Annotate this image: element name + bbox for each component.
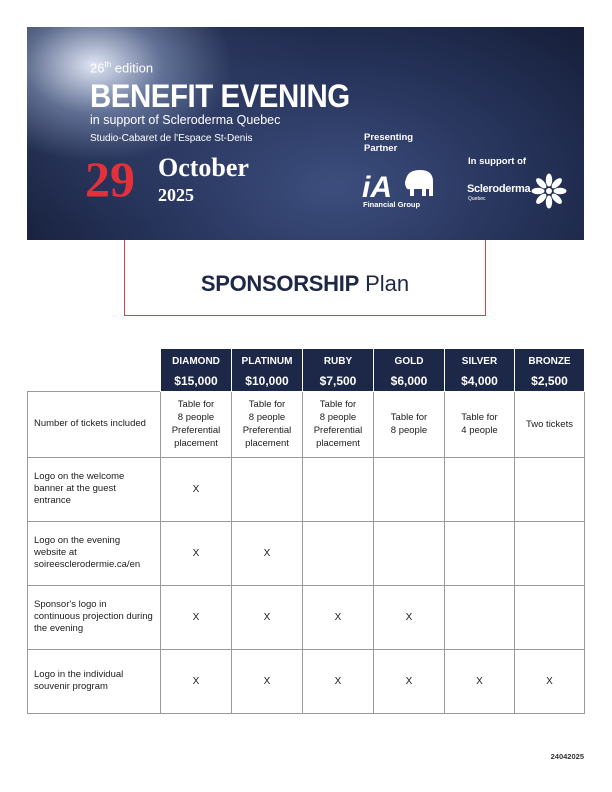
benefit-mark: X [232, 649, 303, 713]
benefit-mark: X [445, 649, 515, 713]
benefit-label: Sponsor's logo in continuous projection during the evening [28, 585, 161, 649]
benefit-mark: X [161, 585, 232, 649]
benefit-mark: X [515, 649, 585, 713]
edition-label [90, 60, 153, 75]
table-row [28, 521, 585, 585]
benefit-mark: X [161, 521, 232, 585]
in-support-label: In support of [468, 156, 527, 167]
presenting-partner-label: Presenting Partner [364, 132, 414, 154]
benefit-mark [374, 521, 445, 585]
table-row [28, 457, 585, 521]
benefit-mark: X [232, 585, 303, 649]
benefit-mark: X [161, 457, 232, 521]
sclero-logo-sub: Quebec [468, 196, 486, 202]
venue: Studio-Cabaret de l'Espace St-Denis [90, 133, 253, 144]
scleroderma-quebec-logo [467, 175, 567, 215]
benefit-mark [303, 457, 374, 521]
benefit-cell: Table for 8 people Preferential placement [303, 391, 374, 457]
benefit-mark [232, 457, 303, 521]
support-line: in support of Scleroderma Quebec [90, 113, 281, 127]
benefit-mark [515, 521, 585, 585]
table-row [28, 585, 585, 649]
event-title: BENEFIT EVENING [90, 78, 350, 114]
edition-word: edition [114, 60, 154, 76]
edition-suffix: th [104, 60, 112, 69]
sponsorship-plan-title-box [124, 240, 486, 316]
benefit-mark [515, 457, 585, 521]
ia-logo-letters: iA [362, 171, 392, 201]
edition-number: 26 [90, 60, 105, 76]
tier-name: BRONZE [515, 349, 585, 371]
table-row [28, 649, 585, 713]
benefit-mark: X [303, 649, 374, 713]
benefit-cell: Two tickets [515, 391, 585, 457]
sponsorship-table [27, 348, 585, 714]
benefit-mark [515, 585, 585, 649]
plan-title-bold: SPONSORSHIP [200, 271, 359, 296]
event-day: 29 [85, 151, 135, 207]
event-banner [27, 27, 584, 240]
tier-price: $10,000 [232, 371, 303, 392]
benefit-mark: X [374, 649, 445, 713]
benefit-cell: Table for 4 people [445, 391, 515, 457]
tier-price: $4,000 [445, 371, 515, 392]
benefit-label: Logo in the individual souvenir program [28, 649, 161, 713]
table-corner [28, 349, 161, 392]
table-row [28, 391, 585, 457]
ia-logo-subtitle: Financial Group [363, 200, 421, 209]
benefit-mark: X [303, 585, 374, 649]
benefit-cell: Table for 8 people Preferential placement [232, 391, 303, 457]
sponsorship-plan-title [201, 271, 409, 297]
event-year: 2025 [158, 185, 194, 205]
tier-price: $6,000 [374, 371, 445, 392]
benefit-mark [303, 521, 374, 585]
tier-name: DIAMOND [161, 349, 232, 371]
benefit-mark [445, 457, 515, 521]
benefit-mark [445, 521, 515, 585]
ia-financial-logo [362, 167, 437, 212]
elephant-icon [405, 170, 433, 196]
flower-icon [531, 171, 567, 211]
tier-name: PLATINUM [232, 349, 303, 371]
event-month: October [158, 153, 249, 182]
benefit-mark [374, 457, 445, 521]
plan-title-light: Plan [365, 271, 410, 296]
tier-price: $7,500 [303, 371, 374, 392]
benefit-label: Logo on the welcome banner at the guest entrance [28, 457, 161, 521]
document-code: 24042025 [550, 752, 584, 761]
ia-logo-icon [362, 167, 437, 201]
benefit-mark [445, 585, 515, 649]
tier-name-row [28, 349, 585, 371]
tier-name: GOLD [374, 349, 445, 371]
tier-name: RUBY [303, 349, 374, 371]
tier-price: $2,500 [515, 371, 585, 392]
benefit-label: Number of tickets included [28, 391, 161, 457]
benefit-mark: X [374, 585, 445, 649]
benefit-label: Logo on the evening website at soireesclerodermie.ca/en [28, 521, 161, 585]
benefit-cell: Table for 8 people Preferential placement [161, 391, 232, 457]
benefit-mark: X [161, 649, 232, 713]
benefit-mark: X [232, 521, 303, 585]
benefit-cell: Table for 8 people [374, 391, 445, 457]
tier-name: SILVER [445, 349, 515, 371]
tier-price: $15,000 [161, 371, 232, 392]
sclero-logo-name: Scleroderma [467, 183, 531, 195]
